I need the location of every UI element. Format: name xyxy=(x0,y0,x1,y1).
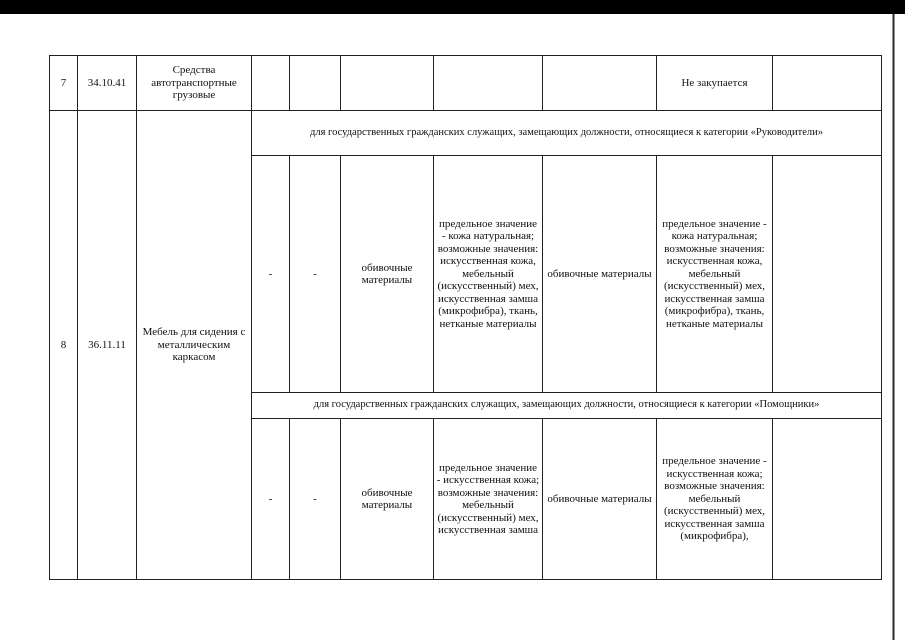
value-cell: предельное значение - искусственная кожа; возможные значения: мебельный (искусственный) мех, искусственная замша xyxy=(434,419,543,580)
dash-cell: - xyxy=(290,419,341,580)
empty-cell xyxy=(290,56,341,111)
empty-cell xyxy=(341,56,434,111)
okpd-code: 34.10.41 xyxy=(78,56,137,111)
category-header-assistants: для государственных гражданских служащих, замещающих должности, относящиеся к категории «Помощники» xyxy=(252,393,882,419)
row-number: 7 xyxy=(50,56,78,111)
category-header-managers: для государственных гражданских служащих, замещающих должности, относящиеся к категории «Руководители» xyxy=(252,111,882,156)
characteristic-cell: обивочные материалы xyxy=(543,419,657,580)
procurement-status: Не закупается xyxy=(657,56,773,111)
empty-cell xyxy=(543,56,657,111)
table-row-8-managers-header xyxy=(50,111,882,156)
scan-top-border xyxy=(0,0,905,14)
row-number: 8 xyxy=(50,111,78,580)
scan-right-edge xyxy=(888,14,905,640)
empty-cell xyxy=(773,156,882,393)
value-cell: предельное значение - кожа натуральная; возможные значения: искусственная кожа, мебельный (искусственный) мех, искусственная замша (микрофибра), ткань, нетканые материалы xyxy=(657,156,773,393)
empty-cell xyxy=(773,56,882,111)
dash-cell: - xyxy=(252,156,290,393)
table-row-7 xyxy=(50,56,882,111)
empty-cell xyxy=(773,419,882,580)
dash-cell: - xyxy=(290,156,341,393)
empty-cell xyxy=(434,56,543,111)
value-cell: предельное значение - искусственная кожа; возможные значения: мебельный (искусственный) мех, искусственная замша (микрофибра), xyxy=(657,419,773,580)
characteristic-cell: обивочные материалы xyxy=(341,419,434,580)
okpd-code: 36.11.11 xyxy=(78,111,137,580)
characteristic-cell: обивочные материалы xyxy=(543,156,657,393)
dash-cell: - xyxy=(252,419,290,580)
characteristic-cell: обивочные материалы xyxy=(341,156,434,393)
value-cell: предельное значение - кожа натуральная; возможные значения: искусственная кожа, мебельный (искусственный) мех, искусственная замша (микрофибра), ткань, нетканые материалы xyxy=(434,156,543,393)
requirements-table xyxy=(49,55,882,580)
empty-cell xyxy=(252,56,290,111)
item-name: Мебель для сидения с металлическим каркасом xyxy=(137,111,252,580)
item-name: Средства автотранспортные грузовые xyxy=(137,56,252,111)
